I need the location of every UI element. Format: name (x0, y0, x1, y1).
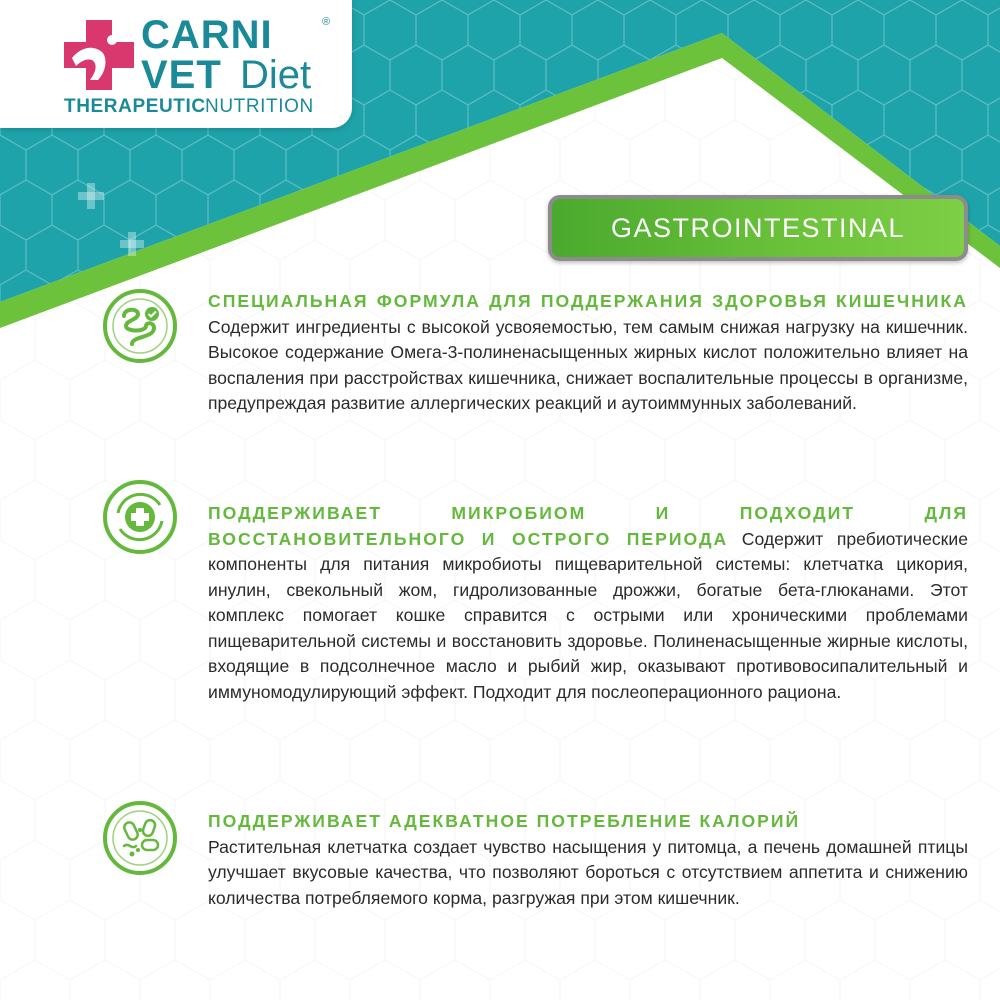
registered-mark: ® (322, 16, 331, 28)
feature-text: Растительная клетчатка создает чувство насыщения у питомца, а печень домашней птицы улучшает вкусовые качества, что позволяют бороться с отсутствием аппетита и снижению количества потребляемого корма, разгружая при этом кишечник. (208, 836, 968, 908)
brand-name-line2-light: Diet (240, 53, 312, 97)
brand-tagline-light: NUTRITION (205, 96, 314, 117)
feature-microbiome-support (208, 501, 968, 705)
brand-logo-card (0, 0, 352, 128)
brand-name-line1: CARNI (141, 13, 273, 57)
feature-calorie-intake (208, 809, 968, 911)
medical-cross-cycle-icon (102, 479, 178, 555)
feature-heading: ПОДДЕРЖИВАЕТ МИКРОБИОМ И ПОДХОДИТ ДЛЯ ВОССТАНОВИТЕЛЬНОГО И ОСТРОГО ПЕРИОДА (208, 503, 968, 549)
brand-tagline-bold: THERAPEUTIC (64, 96, 206, 117)
brand-name-line2-bold: VET (141, 53, 222, 97)
feature-heading: СПЕЦИАЛЬНАЯ ФОРМУЛА ДЛЯ ПОДДЕРЖАНИЯ ЗДОРОВЬЯ КИШЕЧНИКА (208, 291, 968, 311)
feature-intestinal-health (208, 289, 968, 417)
feature-text: Содержит пребиотические компоненты для питания микробиоты пищеварительной системы: клетчатка цикория, инулин, свекольный жом, гидролизованные дрожжи, богатые бета-глюканами. Этот комплекс помогает кошке справится с острыми или хроническими проблемами пищеварительной системы и восстановить здоровье. Полиненасыщенные жирные кислоты, входящие в подсолнечное масло и рыбий жир, оказывают противовосипалительный и иммуномодулирующий эффект. Подходит для послеоперационного рациона. (208, 528, 968, 702)
feature-text: Содержит ингредиенты с высокой усвояемостью, тем самым снижая нагрузку на кишечник. Высокое содержание Омега-3-полиненасыщенных жирных кислот положительно влияет на воспаления при расстройствах кишечника, снижает воспалительные процессы в организме, предупреждая развитие аллергических реакций и аутоиммунных заболеваний. (208, 316, 968, 413)
feature-heading: ПОДДЕРЖИВАЕТ АДЕКВАТНОЕ ПОТРЕБЛЕНИЕ КАЛОРИЙ (208, 811, 801, 831)
pet-cross-logo-icon (62, 18, 136, 92)
feature-paragraph (208, 501, 968, 705)
intestine-check-icon (102, 288, 178, 364)
bacteria-microbiome-icon (102, 800, 178, 876)
category-badge: GASTROINTESTINAL (548, 195, 968, 261)
feature-paragraph (208, 289, 968, 417)
feature-paragraph (208, 809, 968, 911)
